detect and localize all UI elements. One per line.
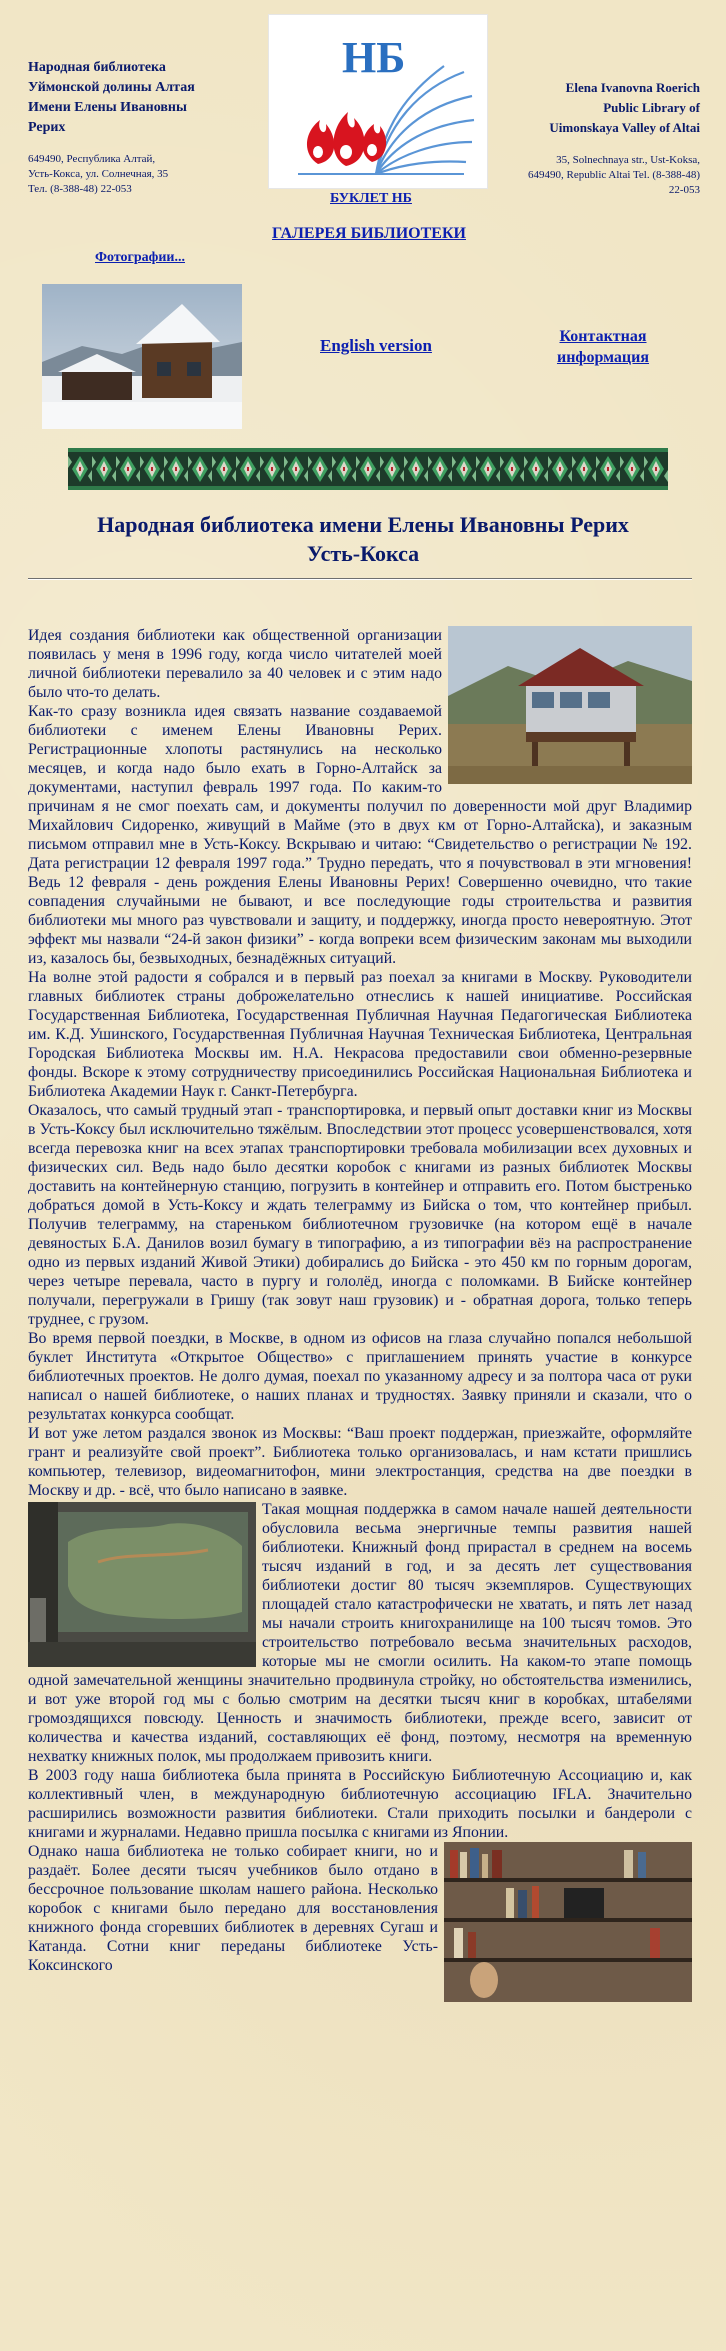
library-logo xyxy=(268,14,488,189)
logo-image xyxy=(268,14,488,189)
paragraph: Как-то сразу возникла идея связать название создаваемой библиотеки с именем Елены Ивановны Рерих. Регистрационные хлопоты растянулись на несколько месяцев, и когда надо было ехать в Горно-Алтайск за документами, наступил февраль 1997 года. По каким-то причинам я не смог поехать сам, и документы получил по доверенности мой друг Владимир Михайлович Сидоренко, живущий в Майме (это в двух км от Горно-Алтайска), и заказным письмом отправил мне в Усть-Коксу. Вскрываю и читаю: “Свидетельство о регистрации № 192. Дата регистрации 12 февраля 1997 года.” Трудно передать, что я почувствовал в эти мгновения! Ведь 12 февраля - день рождения Елены Ивановны Рерих! Совершенно очевидно, что такие совпадения случайными не бывают, и все последующие годы строительства и развития библиотеки мы много раз чувствовали и защиту, и поддержку, иногда просто невероятную. Этот эффект мы назвали “24-й закон физики” - когда вопреки всем физическим законам мы выходили из, казалось бы, безвыходных, безнадёжных ситуаций. xyxy=(28,703,692,967)
address-ru xyxy=(28,152,243,197)
logo-letters: НБ xyxy=(342,33,406,82)
paragraph: В 2003 году наша библиотека была принята в Российскую Библиотечную Ассоциацию и, как коллективный член, в международную библиотечную ассоциацию IFLA. Значительно расширились возможности развития библиотеки. Стали приходить посылки и бандероли с книгами и журналами. Недавно пришла посылка с книгами из Японии. xyxy=(28,1767,692,1841)
address-en xyxy=(490,153,700,198)
library-name-line: Имени Елены Ивановны xyxy=(28,100,187,115)
page-title-line: Народная библиотека имени Елены Ивановны Рерих xyxy=(97,512,629,537)
paragraph: Однако наша библиотека не только собирает книги, но и раздаёт. Более десяти тысяч учебников было отдано в бессрочное пользование школам нашего района. Несколько коробок с книгами было передано для восстановления книжного фонда сгоревших библиотек в деревнях Сугаш и Катанда. Сотни книг переданы библиотеке Усть-Коксинского xyxy=(28,1843,438,1974)
divider xyxy=(28,578,692,580)
library-name-en-line: Elena Ivanovna Roerich xyxy=(565,80,700,95)
page-title xyxy=(40,510,686,568)
photos-link[interactable]: Фотографии... xyxy=(95,250,185,265)
address-en-line: 35, Solnechnaya str., Ust-Koksa, xyxy=(556,154,700,166)
bookshelves-photo xyxy=(444,1842,692,2002)
address-en-line: 649490, Republic Altai Tel. (8-388-48) xyxy=(528,169,700,181)
map-room-photo xyxy=(28,1502,256,1667)
library-name-en-line: Uimonskaya Valley of Altai xyxy=(549,120,700,135)
paragraph: Такая мощная поддержка в самом начале нашей деятельности обусловила весьма энергичные темпы развития нашей библиотеки. Книжный фонд прирастал в среднем на восемь тысяч изданий в год, и за десять лет существования библиотеки достиг 80 тысяч экземпляров. Существующих площадей стало катастрофически не хватать, и пять лет назад мы начали строить книгохранилище на 100 тысяч томов. Это строительство потребовало весьма значительных расходов, которые мы не смогли осилить. На каком-то этапе помощь одной замечательной женщины значительно продвинула стройку, но обстоятельства изменились, и вот уже второй год мы с болью смотрим на десятки тысяч книг в коробках, штабелями громоздящихся повсюду. Ценность и значимость библиотеки, прежде всего, зависит от количества и качества изданий, составляющих её фонд, поэтому, несмотря на временную нехватку книжных полок, мы продолжаем привозить книги. xyxy=(28,1501,692,1765)
ornament-band xyxy=(68,448,668,490)
booklet-link[interactable]: БУКЛЕТ НБ xyxy=(330,191,412,206)
paragraph: Оказалось, что самый трудный этап - транспортировка, и первый опыт доставки книг из Москвы в Усть-Коксу был исключительно тяжёлым. Впоследствии этот процесс усовершенствовался, хотя всегда перевозка книг на всех этапах транспортировки требовала мобилизации всех духовных и физических сил. Ведь надо было десятки коробок с книгами из разных библиотек Москвы доставить на контейнерную станцию, погрузить в контейнер и отправить его. Потом быстренько добраться домой в Усть-Коксу и ждать телеграмму из Бийска о том, что контейнер прибыл. Получив телеграмму, на стареньком библиотечном грузовичке (на котором ещё в начале девяностых Б.А. Данилов возил бумагу в типографию, а из типографии вёз на распространение одно из первых изданий Живой Этики) добирались до Бийска - это 450 км по горным дорогам, через четыре перевала, часто в пургу и гололёд, иногда с поломками. В Бийске контейнер получали, перегружали в Гришу (так зовут наш грузовик) и - обратная дорога, только теперь труднее, с грузом. xyxy=(28,1102,692,1328)
address-line: Усть-Кокса, ул. Солнечная, 35 xyxy=(28,168,169,180)
winter-library-photo[interactable] xyxy=(42,284,242,429)
library-name-line: Народная библиотека xyxy=(28,60,166,75)
address-line: 649490, Республика Алтай, xyxy=(28,153,156,165)
paragraph: Идея создания библиотеки как общественной организации появилась у меня в 1996 году, когда число читателей моей личной библиотеки перевалило за 40 человек и с этим надо было что-то делать. xyxy=(28,627,442,701)
gallery-link[interactable]: ГАЛЕРЕЯ БИБЛИОТЕКИ xyxy=(272,225,466,242)
english-version-link[interactable]: English version xyxy=(320,336,432,355)
article xyxy=(28,626,692,2008)
address-line: Тел. (8-388-48) 22-053 xyxy=(28,183,132,195)
contacts-link[interactable]: Контактная информация xyxy=(556,328,650,366)
address-en-line: 22-053 xyxy=(668,184,700,196)
library-name-line: Рерих xyxy=(28,120,66,135)
library-name-en xyxy=(500,78,700,138)
library-name-ru xyxy=(28,58,243,138)
paragraph: Во время первой поездки, в Москве, в одном из офисов на глаза случайно попался небольшой буклет Института «Открытое Общество» с приглашением принять участие в конкурсе библиотечных проектов. Не долго думая, поехал по указанному адресу и за полтора часа от руки написал о нашей библиотеке, о наших планах и трудностях. Заявку приняли и сказали, что о результатах конкурса сообщат. xyxy=(28,1330,692,1423)
library-building-photo xyxy=(448,626,692,784)
paragraph: И вот уже летом раздался звонок из Москвы: “Ваш проект поддержан, приезжайте, оформляйте грант и реализуйте свой проект”. Библиотека только организовалась, и нам кстати пришлись компьютер, телевизор, видеомагнитофон, мини электростанция, средства на две поездки в Москву и др. - всё, что было написано в заявке. xyxy=(28,1425,692,1499)
library-name-line: Уймонской долины Алтая xyxy=(28,80,195,95)
library-name-en-line: Public Library of xyxy=(603,100,700,115)
page-title-line: Усть-Кокса xyxy=(306,541,420,566)
paragraph: На волне этой радости я собрался и в первый раз поехал за книгами в Москву. Руководители главных библиотек страны доброжелательно отнеслись к нашей инициативе. Российская Государственная Библиотека, Государственная Публичная Научная Педагогическая Библиотека им. К.Д. Ушинского, Государственная Публичная Научная Техническая Библиотека, Центральная Городская Библиотека Москвы им. Н.А. Некрасова предоставили свои обменно-резервные фонды. Вскоре к этому сотрудничеству присоединились Российская Национальная Библиотека и Библиотека Академии Наук г. Санкт-Петербурга. xyxy=(28,969,692,1100)
